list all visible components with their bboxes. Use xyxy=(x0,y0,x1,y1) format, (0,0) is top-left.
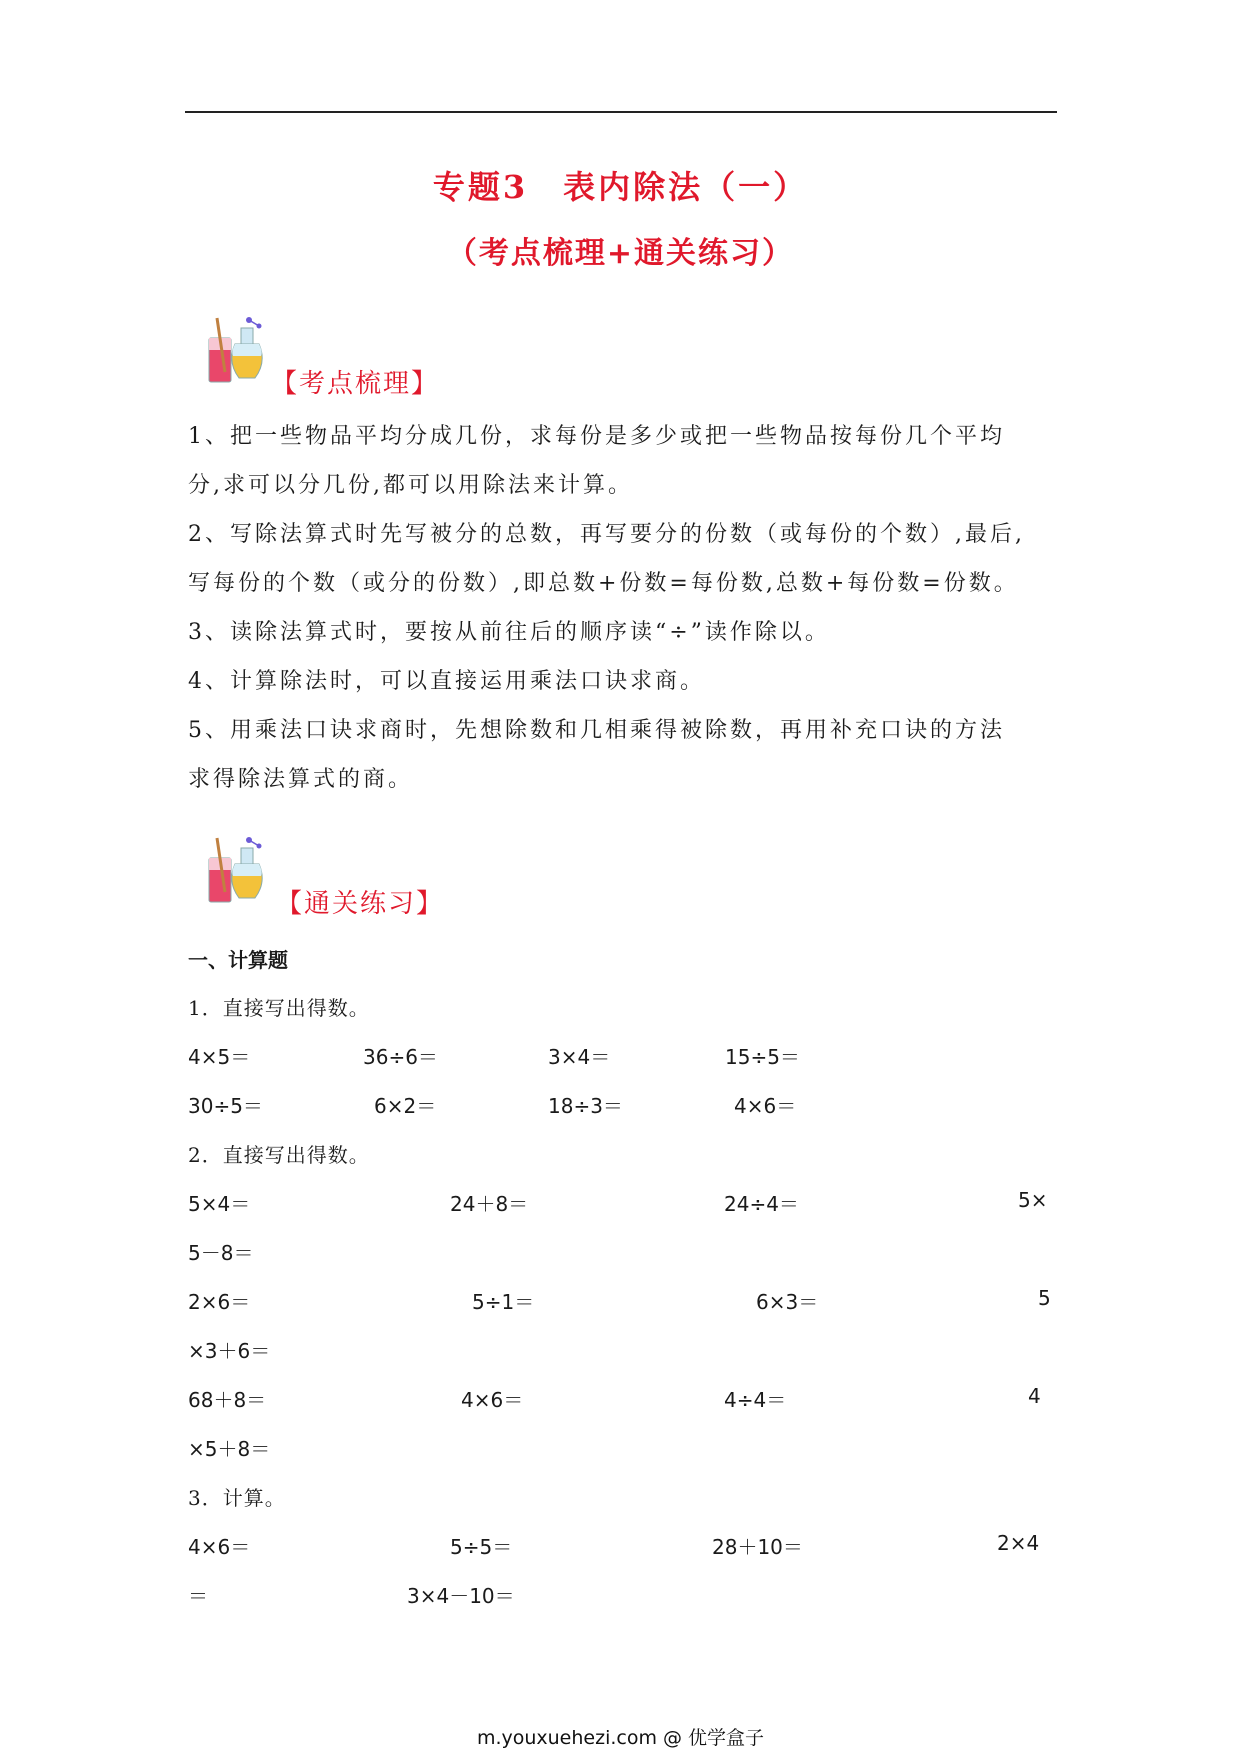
key-point-line: 写每份的个数（或分的份数）,即总数+份数=每份数,总数+每份数=份数。 xyxy=(188,571,1019,596)
math-item: 3×4＝ xyxy=(548,1045,611,1069)
math-item: 5÷5＝ xyxy=(450,1535,513,1559)
math-item: 5× xyxy=(1018,1188,1048,1212)
document-subtitle: （考点梳理+通关练习） xyxy=(446,236,795,271)
math-item: 30÷5＝ xyxy=(188,1094,263,1118)
math-item: 5×4＝ xyxy=(188,1192,251,1216)
header-rule xyxy=(185,111,1057,113)
footer-source: m.youxuehezi.com @ 优学盒子 xyxy=(476,1727,765,1749)
section-heading-practice: 【通关练习】 xyxy=(276,889,445,919)
math-item: 5÷1＝ xyxy=(472,1290,535,1314)
math-item: 4 xyxy=(1028,1384,1041,1408)
math-item: 6×2＝ xyxy=(374,1094,437,1118)
key-point-line: 1、把一些物品平均分成几份，求每份是多少或把一些物品按每份几个平均 xyxy=(188,424,1005,449)
part-title: 一、计算题 xyxy=(188,948,288,972)
key-point-line: 分,求可以分几份,都可以用除法来计算。 xyxy=(188,473,633,498)
question-label: 3．计算。 xyxy=(188,1486,286,1510)
question-label: 2．直接写出得数。 xyxy=(188,1143,370,1167)
math-item: 4×6＝ xyxy=(461,1388,524,1412)
math-item: 18÷3＝ xyxy=(548,1094,623,1118)
math-item: 3×4－10＝ xyxy=(407,1584,515,1608)
document-title: 专题3 表内除法（一） xyxy=(432,168,809,206)
math-item: 28＋10＝ xyxy=(712,1535,803,1559)
math-item: 5 xyxy=(1038,1286,1051,1310)
key-point-line: 求得除法算式的商。 xyxy=(188,767,414,792)
math-item: 4÷4＝ xyxy=(724,1388,787,1412)
math-item: 15÷5＝ xyxy=(725,1045,800,1069)
section-heading-key-points: 【考点梳理】 xyxy=(271,369,440,399)
math-item: 4×6＝ xyxy=(734,1094,797,1118)
math-item: 6×3＝ xyxy=(756,1290,819,1314)
key-point-line: 2、写除法算式时先写被分的总数，再写要分的份数（或每份的个数）,最后, xyxy=(188,522,1025,547)
key-point-line: 5、用乘法口诀求商时，先想除数和几相乘得被除数，再用补充口诀的方法 xyxy=(188,718,1005,743)
math-item: ×5＋8＝ xyxy=(188,1437,271,1461)
math-item: 4×6＝ xyxy=(188,1535,251,1559)
math-item: 68＋8＝ xyxy=(188,1388,267,1412)
math-item: 5－8＝ xyxy=(188,1241,254,1265)
math-item: 2×6＝ xyxy=(188,1290,251,1314)
question-label: 1．直接写出得数。 xyxy=(188,996,370,1020)
math-item: ＝ xyxy=(188,1584,208,1608)
key-point-line: 3、读除法算式时，要按从前往后的顺序读“÷”读作除以。 xyxy=(188,620,830,645)
math-item: ×3＋6＝ xyxy=(188,1339,271,1363)
math-item: 4×5＝ xyxy=(188,1045,251,1069)
math-item: 24＋8＝ xyxy=(450,1192,529,1216)
math-item: 2×4 xyxy=(997,1531,1040,1555)
key-point-line: 4、计算除法时，可以直接运用乘法口诀求商。 xyxy=(188,669,705,694)
math-item: 24÷4＝ xyxy=(724,1192,799,1216)
flask-icon xyxy=(205,832,267,906)
flask-icon xyxy=(205,312,267,386)
math-item: 36÷6＝ xyxy=(363,1045,438,1069)
